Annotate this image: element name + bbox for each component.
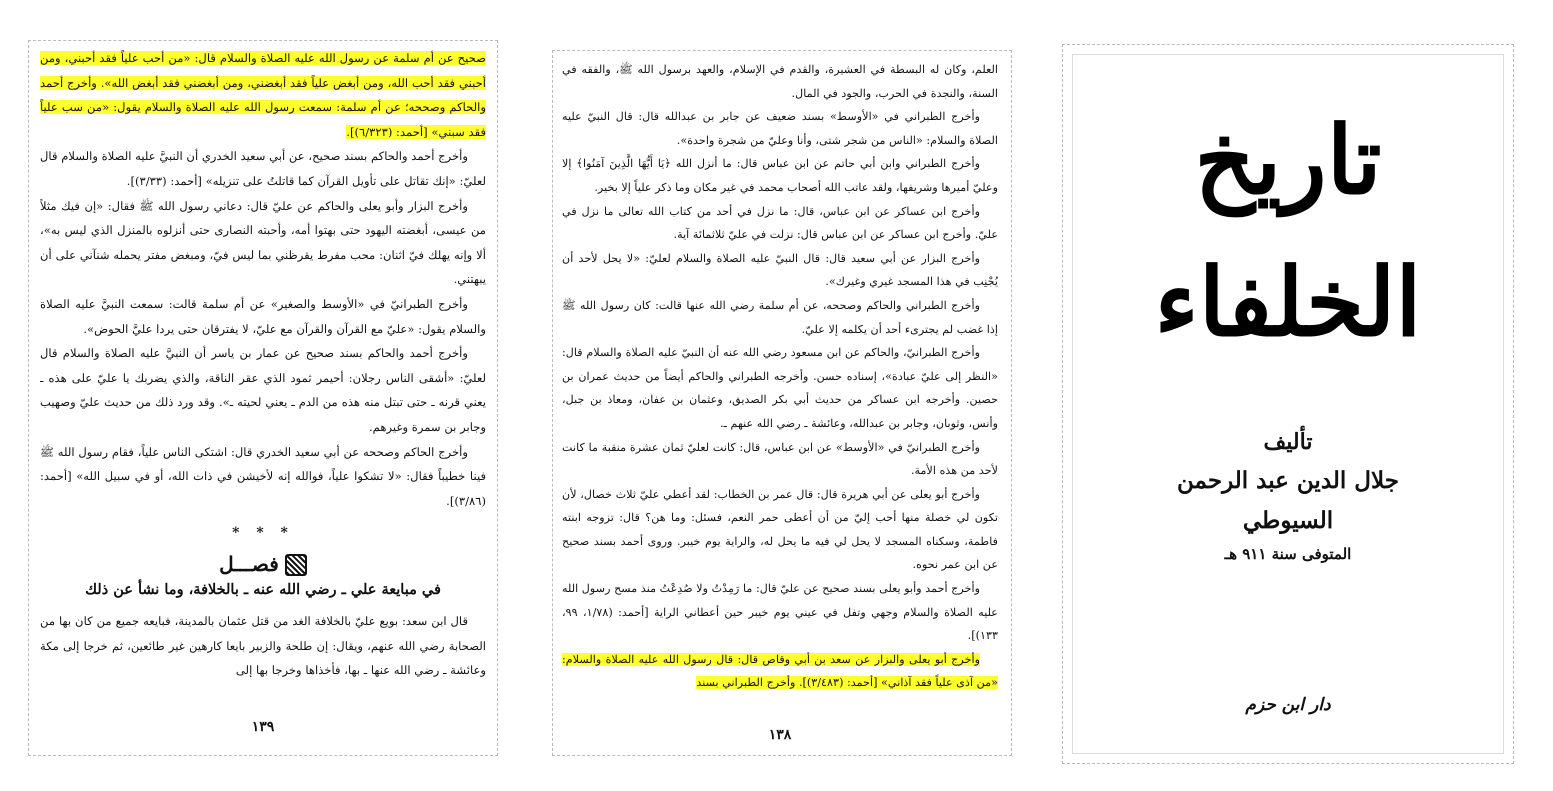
paragraph: وأخرج الطبراني في «الأوسط» بسند ضعيف عن جابر بن عبدالله قال: قال النبيّ عليه الصلاة والسلام: «الناس من شجر شتى، وأنا وعليّ من شجرة واحدة». [562, 110, 998, 147]
paragraph: وأخرج الطبراني وابن أبي حاتم عن ابن عباس قال: ما أنزل الله ﴿يَا أَيُّهَا الَّذِينَ آمَنُوا﴾ إلا وعليّ أميرها وشريفها، ولقد عاتب الله أصحاب محمد في غير مكان وما ذكر علياً إلا بخير. [562, 157, 998, 194]
cover-page [1072, 54, 1504, 754]
paragraph: وأخرج الحاكم وصححه عن أبي سعيد الخدري قال: اشتكى الناس علياً، فقام رسول الله ﷺ فينا خطيباً فقال: «لا تشكوا علياً، فوالله إنه لأخيشن في ذات الله، أو في سبيل الله» [أحمد: (٣/٨٦)]. [40, 444, 486, 508]
highlighted-passage: صحيح عن أم سلمة عن رسول الله عليه الصلاة والسلام قال: «من أحب علياً فقد أحبني، ومن أحبني فقد أحب الله، ومن أبغض علياً فقد أبغضني، ومن أبغضني فقد أبغض الله». وأخرج أحمد والحاكم وصححه؛ عن أم سلمة: سمعت رسول الله عليه الصلاة والسلام يقول: «من سب علياً فقد سبني» [أحمد: (٦/٣٢٣)]. [40, 51, 486, 139]
author-name: جلال الدين عبد الرحمن [1177, 467, 1399, 494]
book-title-line-1: تاريخ [1194, 106, 1382, 216]
paragraph: وأخرج الطبرانيّ في «الأوسط والصغير» عن أم سلمة قالت: سمعت النبيَّ عليه الصلاة والسلام يقول: «عليّ مع القرآن والقرآن مع عليّ، لا يفترقان حتى يردا عليَّ الحوض». [40, 296, 486, 336]
paragraph: وأخرج الطبراني والحاكم وصححه، عن أم سلمة رضي الله عنها قالت: كان رسول الله ﷺ إذا غضب لم يجترىء أحد أن يكلمه إلا عليّ. [562, 298, 998, 336]
section-separator: * * * [232, 525, 294, 542]
publisher-logo: دار ابن حزم [1245, 695, 1331, 715]
author-surname: السيوطي [1242, 507, 1334, 534]
highlighted-passage: وأخرج أبو يعلى والبزار عن سعد بن أبي وقاص قال: قال رسول الله عليه الصلاة والسلام: «من آذى علياً فقد آذاني» [أحمد: (٣/٤٨٣)]. وأخرج الطبراني بسند [562, 652, 998, 690]
paragraph: وأخرج أحمد والحاكم بسند صحيح عن عمار بن ياسر أن النبيَّ عليه الصلاة والسلام قال لعليّ: «أشقى الناس رجلان: أحيمر ثمود الذي عقر الناقة، والذي يضربك يا عليّ على هذه ـ يعني قرنه ـ حتى تبتل منه هذه من الدم ـ يعني لحيته ـ». وقد ورد ذلك من حديث عليّ وصهيب وجابر بن سمرة وغيرهم. [40, 346, 486, 434]
paragraph: وأخرج البزار وأبو يعلى والحاكم عن عليّ قال: دعاني رسول الله ﷺ فقال: «إن فيك مثلاً من عيسى، أبغضته اليهود حتى بهتوا أمه، وأحبته النصارى حتى أنزلوه بالمنزل الذي ليس به»، ألا وإنه يهلك فيّ اثنان: محب مفرط يقرظني بما ليس فيّ، ومبغض مفتر يحمله شنآني على أن يبهتني. [40, 198, 486, 287]
paragraph: قال ابن سعد: بويع عليّ بالخلافة الغد من قتل عثمان بالمدينة، فبايعه جميع من كان بها من الصحابة رضي الله عنهم، ويقال: إن طلحة والزبير بايعا كارهين غير طائعين، ثم خرجا إلى مكة وعائشة ـ رضي الله عنها ـ بها، فأخذاها وخرجا بها إلى [40, 614, 486, 678]
paragraph: العلم، وكان له البسطة في العشيرة، والقدم في الإسلام، والعهد برسول الله ﷺ، والفقه في السنة، والنجدة في الحرب، والجود في المال. [562, 63, 998, 100]
page-number: ١٣٩ [251, 719, 275, 736]
section-heading: فصـــل [40, 552, 486, 577]
section-subheading: في مبايعة علي ـ رضي الله عنه ـ بالخلافة، وما نشأ عن ذلك [85, 581, 441, 599]
book-title-line-2: الخلفاء [1154, 248, 1422, 358]
paragraph: وأخرج البزار عن أبي سعيد قال: قال النبيّ عليه الصلاة والسلام لعليّ: «لا يحل لأحد أن يُجْنِب في هذا المسجد غيري وغيرك». [562, 251, 998, 289]
paragraph: وأخرج أحمد والحاكم بسند صحيح، عن أبي سعيد الخدري أن النبيَّ عليه الصلاة والسلام قال لعليّ: «إنك تقاتل على تأويل القرآن كما قاتلتُ على تنزيله» [أحمد: (٣/٣٣)]. [40, 149, 486, 188]
page-number: ١٣٨ [768, 727, 792, 744]
author-label: تأليف [1263, 429, 1313, 455]
ornament-icon [285, 554, 307, 576]
left-page [40, 46, 486, 752]
paragraph: وأخرج ابن عساكر عن ابن عباس، قال: ما نزل في أحد من كتاب الله تعالى ما نزل في عليّ. وأخرج ابن عساكر عن ابن عباس قال: نزلت في عليّ ثلاثمائة آية. [562, 204, 998, 242]
paragraph: وأخرج أبو يعلى عن أبي هريرة قال: قال عمر بن الخطاب: لقد أعطي عليّ ثلاث خصال، لأن تكون لي خصلة منها أحب إليّ من أن أعطى حمر النعم، فسئل: وما هن؟ قال: تزوجه ابنته فاطمة، وسكناه المسجد لا يحل لي فيه ما يحل له، والراية يوم خيبر. وروى أحمد بسند صحيح عن ابن عمر نحوه. [562, 487, 998, 572]
paragraph: وأخرج الطبرانيّ، والحاكم عن ابن مسعود رضي الله عنه أن النبيّ عليه الصلاة والسلام قال: «النظر إلى عليّ عبادة»، إسناده حسن. وأخرجه الطبراني والحاكم أيضاً من حديث عمران بن حصين. وأخرجه ابن عساكر من حديث أبي بكر الصديق، وعثمان بن عفان، ومعاذ بن جبل، وأنس، وثوبان، وجابر بن عبدالله، وعائشة ـ رضي الله عنهم ـ. [562, 346, 998, 430]
paragraph: وأخرج الطبرانيّ في «الأوسط» عن ابن عباس، قال: كانت لعليّ ثمان عشرة منقبة ما كانت لأحد من هذه الأمة. [562, 440, 998, 478]
paragraph: وأخرج أحمد وأبو يعلى بسند صحيح عن عليّ قال: ما رَمِدْتُ ولا صُدِعْتُ منذ مسح رسول الله عليه الصلاة والسلام وجهي وتفل في عيني يوم خيبر حين أعطاني الراية [أحمد: (١/٧٨، ٩٩، ١٣٣)]. [562, 582, 998, 643]
middle-page [562, 58, 998, 752]
death-year: المتوفى سنة ٩١١ هـ [1224, 545, 1352, 563]
